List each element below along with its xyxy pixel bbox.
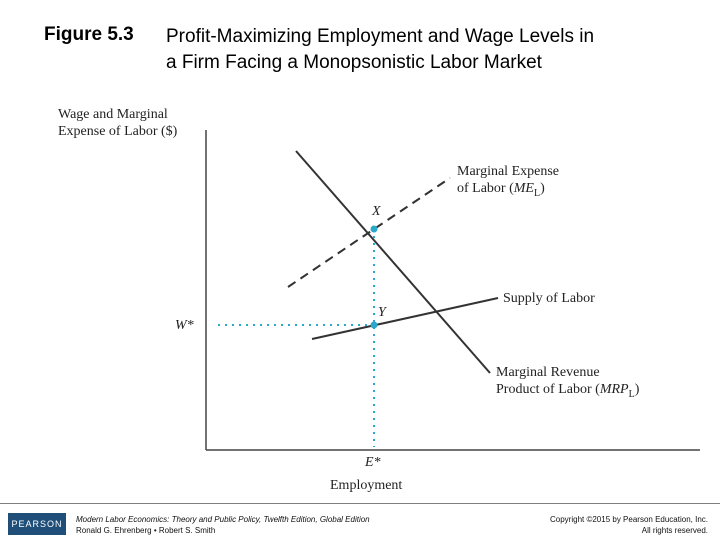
me-prefix: of Labor ( (457, 181, 514, 196)
supply-label: Supply of Labor (503, 291, 595, 306)
y-axis-label-line1: Wage and Marginal (58, 107, 168, 122)
marginal-expense-curve (288, 178, 450, 287)
footer-book-title: Modern Labor Economics: Theory and Public Policy, Twelfth Edition, Global Edition (76, 515, 370, 524)
me-suffix: ) (540, 181, 545, 196)
footer-copyright (550, 514, 708, 536)
marginal-expense-label-line2 (457, 180, 559, 202)
footer-divider (0, 503, 720, 504)
footer-copyright-line: Copyright ©2015 by Pearson Education, Inc. (550, 515, 708, 524)
mrp-label (496, 364, 639, 403)
x-axis-label: Employment (330, 478, 403, 493)
marginal-expense-label-line1: Marginal Expense (457, 164, 559, 179)
point-y-marker (371, 322, 378, 329)
mrp-subscript: L (628, 388, 635, 400)
mrp-label-line1: Marginal Revenue (496, 365, 600, 380)
figure-number: Figure 5.3 (44, 24, 134, 45)
footer-citation (76, 514, 370, 536)
footer-rights-line: All rights reserved. (641, 526, 708, 535)
pearson-logo: PEARSON (8, 513, 66, 535)
footer-authors: Ronald G. Ehrenberg • Robert S. Smith (76, 526, 216, 535)
point-x-marker (371, 226, 378, 233)
me-symbol: ME (513, 181, 534, 196)
point-x-label: X (372, 204, 381, 219)
mrp-label-line2 (496, 381, 639, 403)
y-axis-label-line2: Expense of Labor ($) (58, 124, 178, 139)
mrp-prefix: Product of Labor ( (496, 382, 600, 397)
point-y-label: Y (378, 305, 386, 320)
supply-curve (312, 298, 498, 339)
marginal-expense-label (457, 163, 559, 202)
mrp-symbol: MRP (599, 382, 629, 397)
w-star-label: W* (175, 318, 194, 333)
me-subscript: L (533, 187, 541, 199)
e-star-label: E* (365, 455, 381, 470)
mrp-suffix: ) (634, 382, 640, 397)
slide-title: Profit-Maximizing Employment and Wage Levels in a Firm Facing a Monopsonistic Labor Market (166, 26, 595, 73)
